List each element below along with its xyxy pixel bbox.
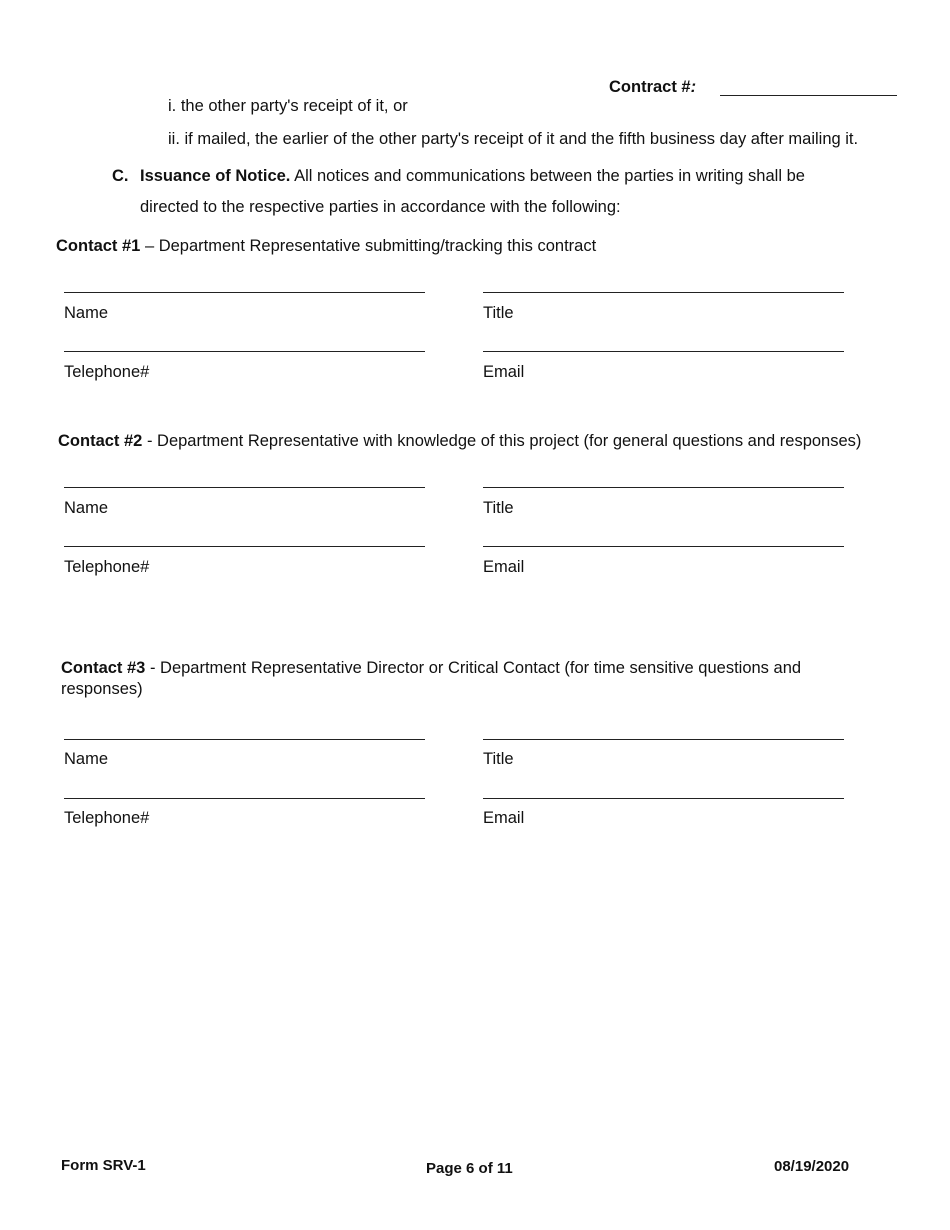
footer-page-number: Page 6 of 11	[426, 1160, 513, 1177]
contact-2-email-field[interactable]	[483, 546, 844, 547]
contact-2-title-field[interactable]	[483, 487, 844, 488]
contact-2-name-label: Name	[64, 499, 109, 517]
contact-1-title-field[interactable]	[483, 292, 844, 293]
contact-2-name-field[interactable]	[64, 487, 425, 488]
contact-2-title-label: Title	[483, 499, 514, 517]
contact-1-name-field[interactable]	[64, 292, 425, 293]
contact-3-telephone-label: Telephone#	[64, 809, 150, 827]
section-c-heading: Issuance of Notice.	[140, 167, 291, 185]
contact-1-name-label: Name	[64, 304, 109, 322]
contact-2-telephone-field[interactable]	[64, 546, 425, 547]
contact-3-name-field[interactable]	[64, 739, 425, 740]
contact-3-email-field[interactable]	[483, 798, 844, 799]
contact-1-telephone-field[interactable]	[64, 351, 425, 352]
contact-3-heading-line2: responses)	[61, 680, 143, 698]
contact-1-heading: Contact #1 – Department Representative submitting/tracking this contract	[56, 237, 597, 255]
footer-date: 08/19/2020	[774, 1158, 850, 1175]
contract-number-label: Contract #:	[609, 78, 697, 96]
contact-2-heading: Contact #2 - Department Representative with knowledge of this project (for general questions and responses)	[58, 432, 862, 450]
contact-1-telephone-label: Telephone#	[64, 363, 150, 381]
contact-3-heading: Contact #3 - Department Representative Director or Critical Contact (for time sensitive questions and	[61, 659, 802, 677]
contact-3-title-field[interactable]	[483, 739, 844, 740]
contact-3-title-label: Title	[483, 750, 514, 768]
section-c-marker: C.	[112, 167, 129, 185]
contact-3-telephone-field[interactable]	[64, 798, 425, 799]
section-c-paragraph-line2: directed to the respective parties in accordance with the following:	[140, 198, 621, 216]
section-c-paragraph-line1: Issuance of Notice. All notices and communications between the parties in writing shall be	[140, 167, 805, 185]
contact-3-email-label: Email	[483, 809, 525, 827]
list-item-i: i. the other party's receipt of it, or	[168, 97, 408, 115]
list-item-ii: ii. if mailed, the earlier of the other party's receipt of it and the fifth business day after mailing it.	[168, 130, 859, 148]
contact-1-email-field[interactable]	[483, 351, 844, 352]
contact-3-name-label: Name	[64, 750, 109, 768]
footer-form-id: Form SRV-1	[61, 1157, 146, 1174]
contract-number-field[interactable]	[720, 95, 897, 96]
contact-1-email-label: Email	[483, 363, 525, 381]
contact-2-email-label: Email	[483, 558, 525, 576]
contact-2-telephone-label: Telephone#	[64, 558, 150, 576]
contact-1-title-label: Title	[483, 304, 514, 322]
